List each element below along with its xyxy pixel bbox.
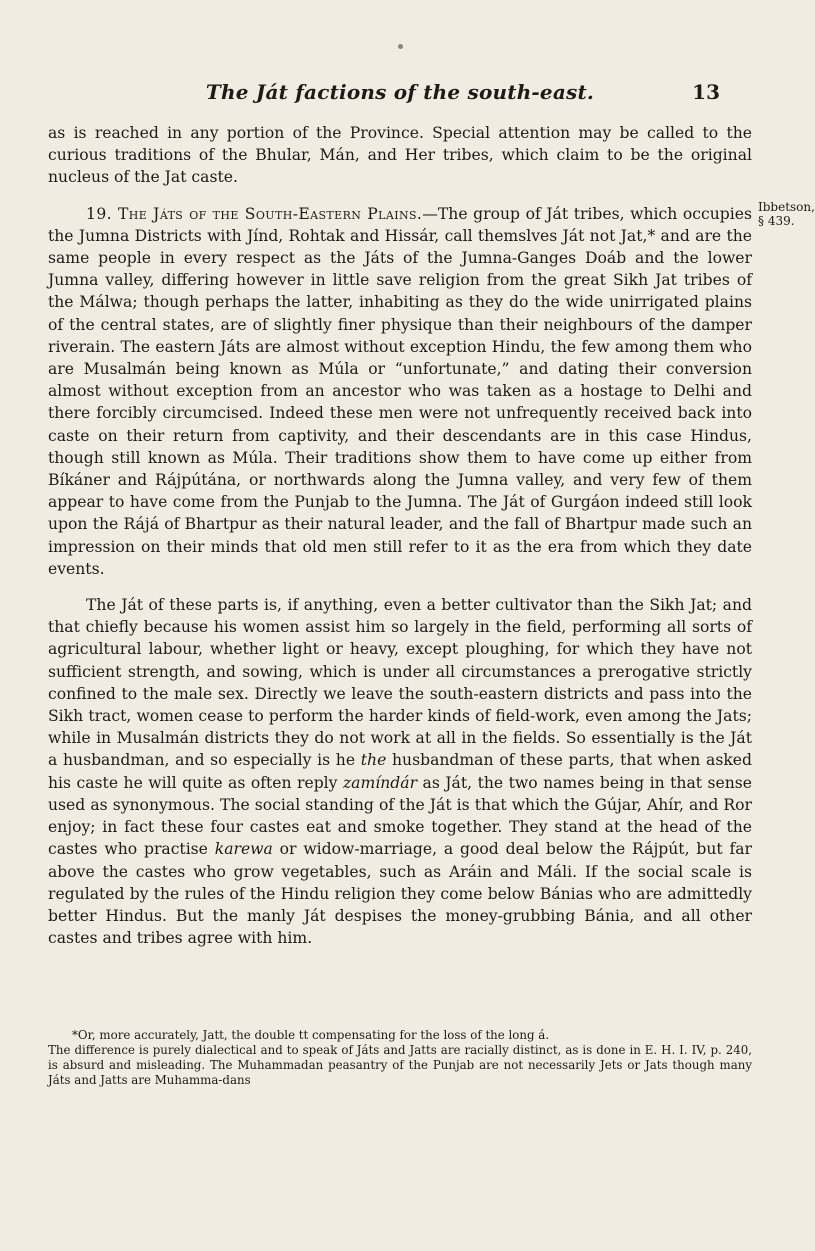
paragraph-jat-cultivator: [48, 594, 752, 949]
margin-reference: [758, 200, 815, 228]
footnote: [48, 1028, 752, 1088]
page-number: 13: [692, 80, 720, 104]
body-text: [48, 122, 752, 963]
emphasis-zamindar: zamíndár: [342, 773, 418, 792]
running-title: The Ját factions of the south-east.: [205, 80, 595, 104]
paragraph-jats-south-east: [48, 203, 752, 580]
section-heading: 19. The Játs of the South-Eastern Plains.: [86, 204, 423, 223]
margin-section: § 439.: [758, 214, 795, 228]
footnote-line-1: *Or, more accurately, Jatt, the double tt compensating for the loss of the long á.: [72, 1028, 550, 1042]
emphasis-karewa: karewa: [214, 840, 273, 859]
emphasis-the: the: [360, 751, 387, 770]
paragraph-continuation: as is reached in any portion of the Province. Special attention may be called to the curious traditions of the Bhular, Mán, and Her tribes, which claim to be the original nucleus of the Jat caste.: [48, 124, 752, 187]
text-run: husbandman of these parts, that when asked his caste he will quite as often reply: [48, 751, 752, 792]
text-run: or widow-marriage, a good deal below the Rájpút, but far above the castes who grow vegetables, such as Aráin and Máli. If the social scale is regulated by the rules of the Hindu religion they come below Bánias who are admittedly better Hindus. But the manly Ját despises the money-grubbing Bánia, and all other castes and tribes agree with him.: [48, 840, 752, 948]
text-run: The Ját of these parts is, if anything, even a better cultivator than the Sikh Jat; and that chiefly because his women assist him so largely in the field, performing all sorts of agricultural labour, whether light or heavy, except ploughing, for which they have not sufficient strength, and sowing, which is under all circumstances a prerogative strictly confined to the male sex. Directly we leave the south-eastern districts and pass into the Sikh tract, women cease to perform the harder kinds of field-work, even among the Jats; while in Musalmán districts they do not work at all in the fields. So essentially is the Ját a husbandman, and so especially is he: [48, 596, 752, 770]
page-header: [0, 80, 800, 114]
footnote-line-2: The difference is purely dialectical and to speak of Játs and Jatts are racially distinct, as is done in E. H. I. IV, p. 240, is absurd and misleading. The Muhammadan peasantry of the Punjab are not necessarily Jets or Jats though many Játs and Jatts are Muhamma-dans: [48, 1043, 752, 1087]
page-speck: [398, 44, 403, 49]
text-run: as Ját, the two names being in that sense used as synonymous. The social standing of the Ját is that which the Gújar, Ahír, and Ror enjoy; in fact these four castes eat and smoke together. They stand at the head of the castes who practise: [48, 773, 752, 859]
margin-author: Ibbetson,: [758, 200, 815, 214]
paragraph-body: —The group of Ját tribes, which occupies the Jumna Districts with Jínd, Rohtak and Hissár, call themslves Ját not Jat,* and are the same people in every respect as the Játs of the Jumna-Ganges Doáb and the lower Jumna valley, differing however in little save religion from the great Sikh Jat tribes of the Málwa; though perhaps the latter, inhabiting as they do the wide unirrigated plains of the central states, are of slightly finer physique than their neighbours of the damper riverain. The eastern Játs are almost without exception Hindu, the few among them who are Musalmán being known as Múla or “unfortunate,” and dating their conversion almost without exception from an ancestor who was taken as a hostage to Delhi and there forcibly circumcised. Indeed these men were not unfrequently received back into caste on their return from captivity, and their descendants are in this case Hindus, though still known as Múla. Their traditions show them to have come up either from Bíkáner and Rájpútána, or northwards along the Jumna valley, and very few of them appear to have come from the Punjab to the Jumna. The Ját of Gurgáon indeed still look upon the Rájá of Bhartpur as their natural leader, and the fall of Bhartpur made such an impression on their minds that old men still refer to it as the era from which they date events.: [48, 204, 752, 578]
